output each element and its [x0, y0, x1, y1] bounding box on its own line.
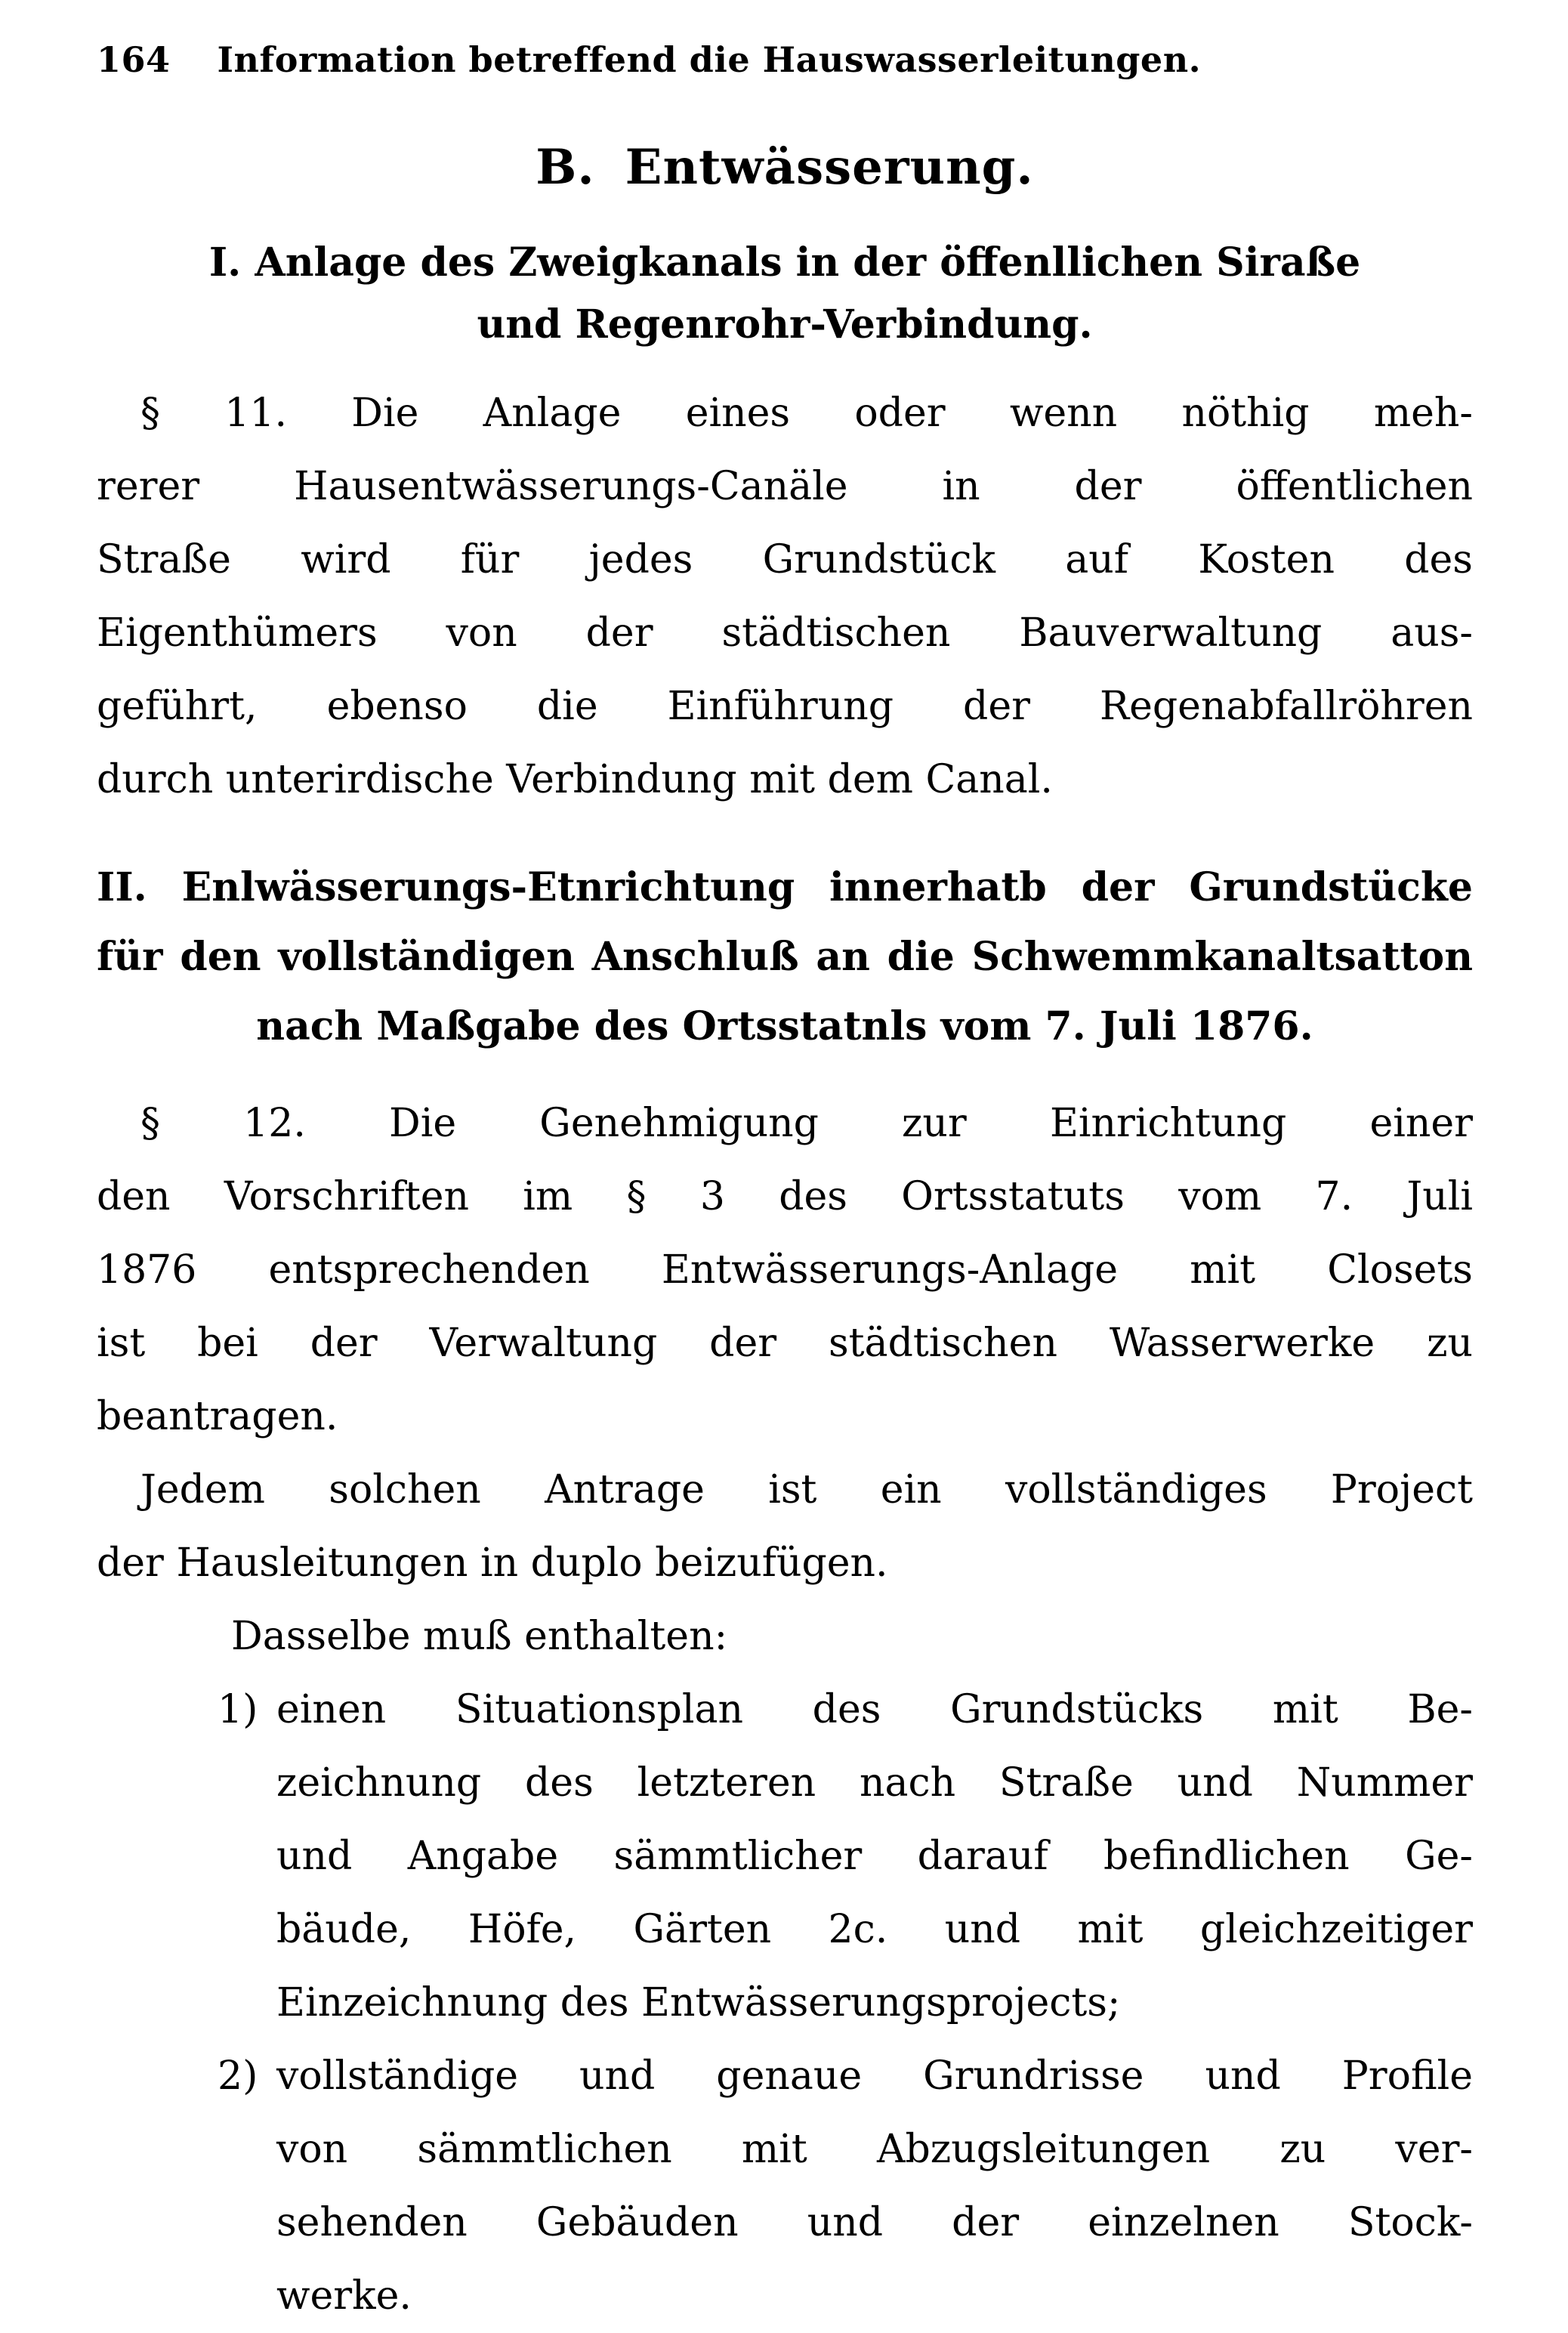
text-line: vollständige und genaue Grundrisse und Profile: [276, 2053, 1473, 2099]
paragraph-11: [97, 377, 1473, 817]
page-number: 164: [97, 39, 171, 80]
heading-line: und Regenrohr-Verbindung.: [477, 301, 1093, 348]
paragraph-contents-intro: [97, 1600, 1473, 1673]
text-line: bäude, Höfe, Gärten 2c. und mit gleichzeitiger: [276, 1907, 1473, 1952]
section-b-heading: [97, 139, 1473, 196]
text-line: Einzeichnung des Entwässerungsprojects;: [276, 1980, 1121, 2026]
section-ii-heading: [97, 853, 1473, 1061]
text-line: ist bei der Verwaltung der städtischen Wasserwerke zu: [97, 1321, 1473, 1366]
text-line: 1876 entsprechenden Entwässerungs-Anlage mit Closets: [97, 1247, 1473, 1293]
text-line: sehenden Gebäuden und der einzelnen Stock-: [276, 2200, 1473, 2245]
text-line: Jedem solchen Antrage ist ein vollständiges Project: [140, 1467, 1473, 1513]
text-line: den Vorschriften im § 3 des Ortsstatuts vom 7. Juli: [97, 1174, 1473, 1219]
section-i-heading: [97, 232, 1473, 356]
text-line: § 11. Die Anlage eines oder wenn nöthig meh-: [140, 391, 1473, 436]
text-line: § 12. Die Genehmigung zur Einrichtung einer: [140, 1101, 1473, 1146]
section-b-title: Entwässerung.: [625, 139, 1034, 196]
text-line: zeichnung des letzteren nach Straße und Nummer: [276, 1760, 1473, 1806]
list-marker: 1): [218, 1687, 258, 1732]
section-b-label: B.: [536, 139, 595, 196]
text-line: Straße wird für jedes Grundstück auf Kosten des: [97, 537, 1473, 582]
running-head-title: Information betreffend die Hauswasserleitungen.: [217, 39, 1202, 80]
running-head: [97, 39, 1473, 80]
text-line: beantragen.: [97, 1394, 338, 1439]
text-line: durch unterirdische Verbindung mit dem Canal.: [97, 757, 1053, 802]
text-line: Eigenthümers von der städtischen Bauverwaltung aus-: [97, 610, 1473, 656]
heading-line: II. Enlwässerungs-Etnrichtung innerhatb der Grundstücke: [97, 864, 1473, 910]
paragraph-project: [97, 1454, 1473, 1600]
text-line: von sämmtlichen mit Abzugsleitungen zu ver-: [276, 2127, 1473, 2172]
text-line: Dasselbe muß enthalten:: [231, 1614, 728, 1659]
heading-line: für den vollständigen Anschluß an die Schwemmkanaltsatton: [97, 934, 1473, 980]
heading-line: I. Anlage des Zweigkanals in der öffenllichen Siraße: [208, 239, 1361, 286]
text-line: rerer Hausentwässerungs-Canäle in der öffentlichen: [97, 464, 1473, 509]
text-line: der Hausleitungen in duplo beizufügen.: [97, 1540, 888, 1586]
text-line: einen Situationsplan des Grundstücks mit Be-: [276, 1687, 1473, 1732]
text-line: werke.: [276, 2273, 412, 2319]
text-line: und Angabe sämmtlicher darauf befindlichen Ge-: [276, 1834, 1473, 1879]
list-marker: 2): [218, 2053, 258, 2099]
list-item-2: [97, 2040, 1473, 2333]
list-item-1: [97, 1673, 1473, 2040]
text-line: geführt, ebenso die Einführung der Regenabfallröhren: [97, 684, 1473, 729]
paragraph-12: [97, 1087, 1473, 1454]
heading-line: nach Maßgabe des Ortsstatnls vom 7. Juli 1876.: [256, 1003, 1313, 1049]
